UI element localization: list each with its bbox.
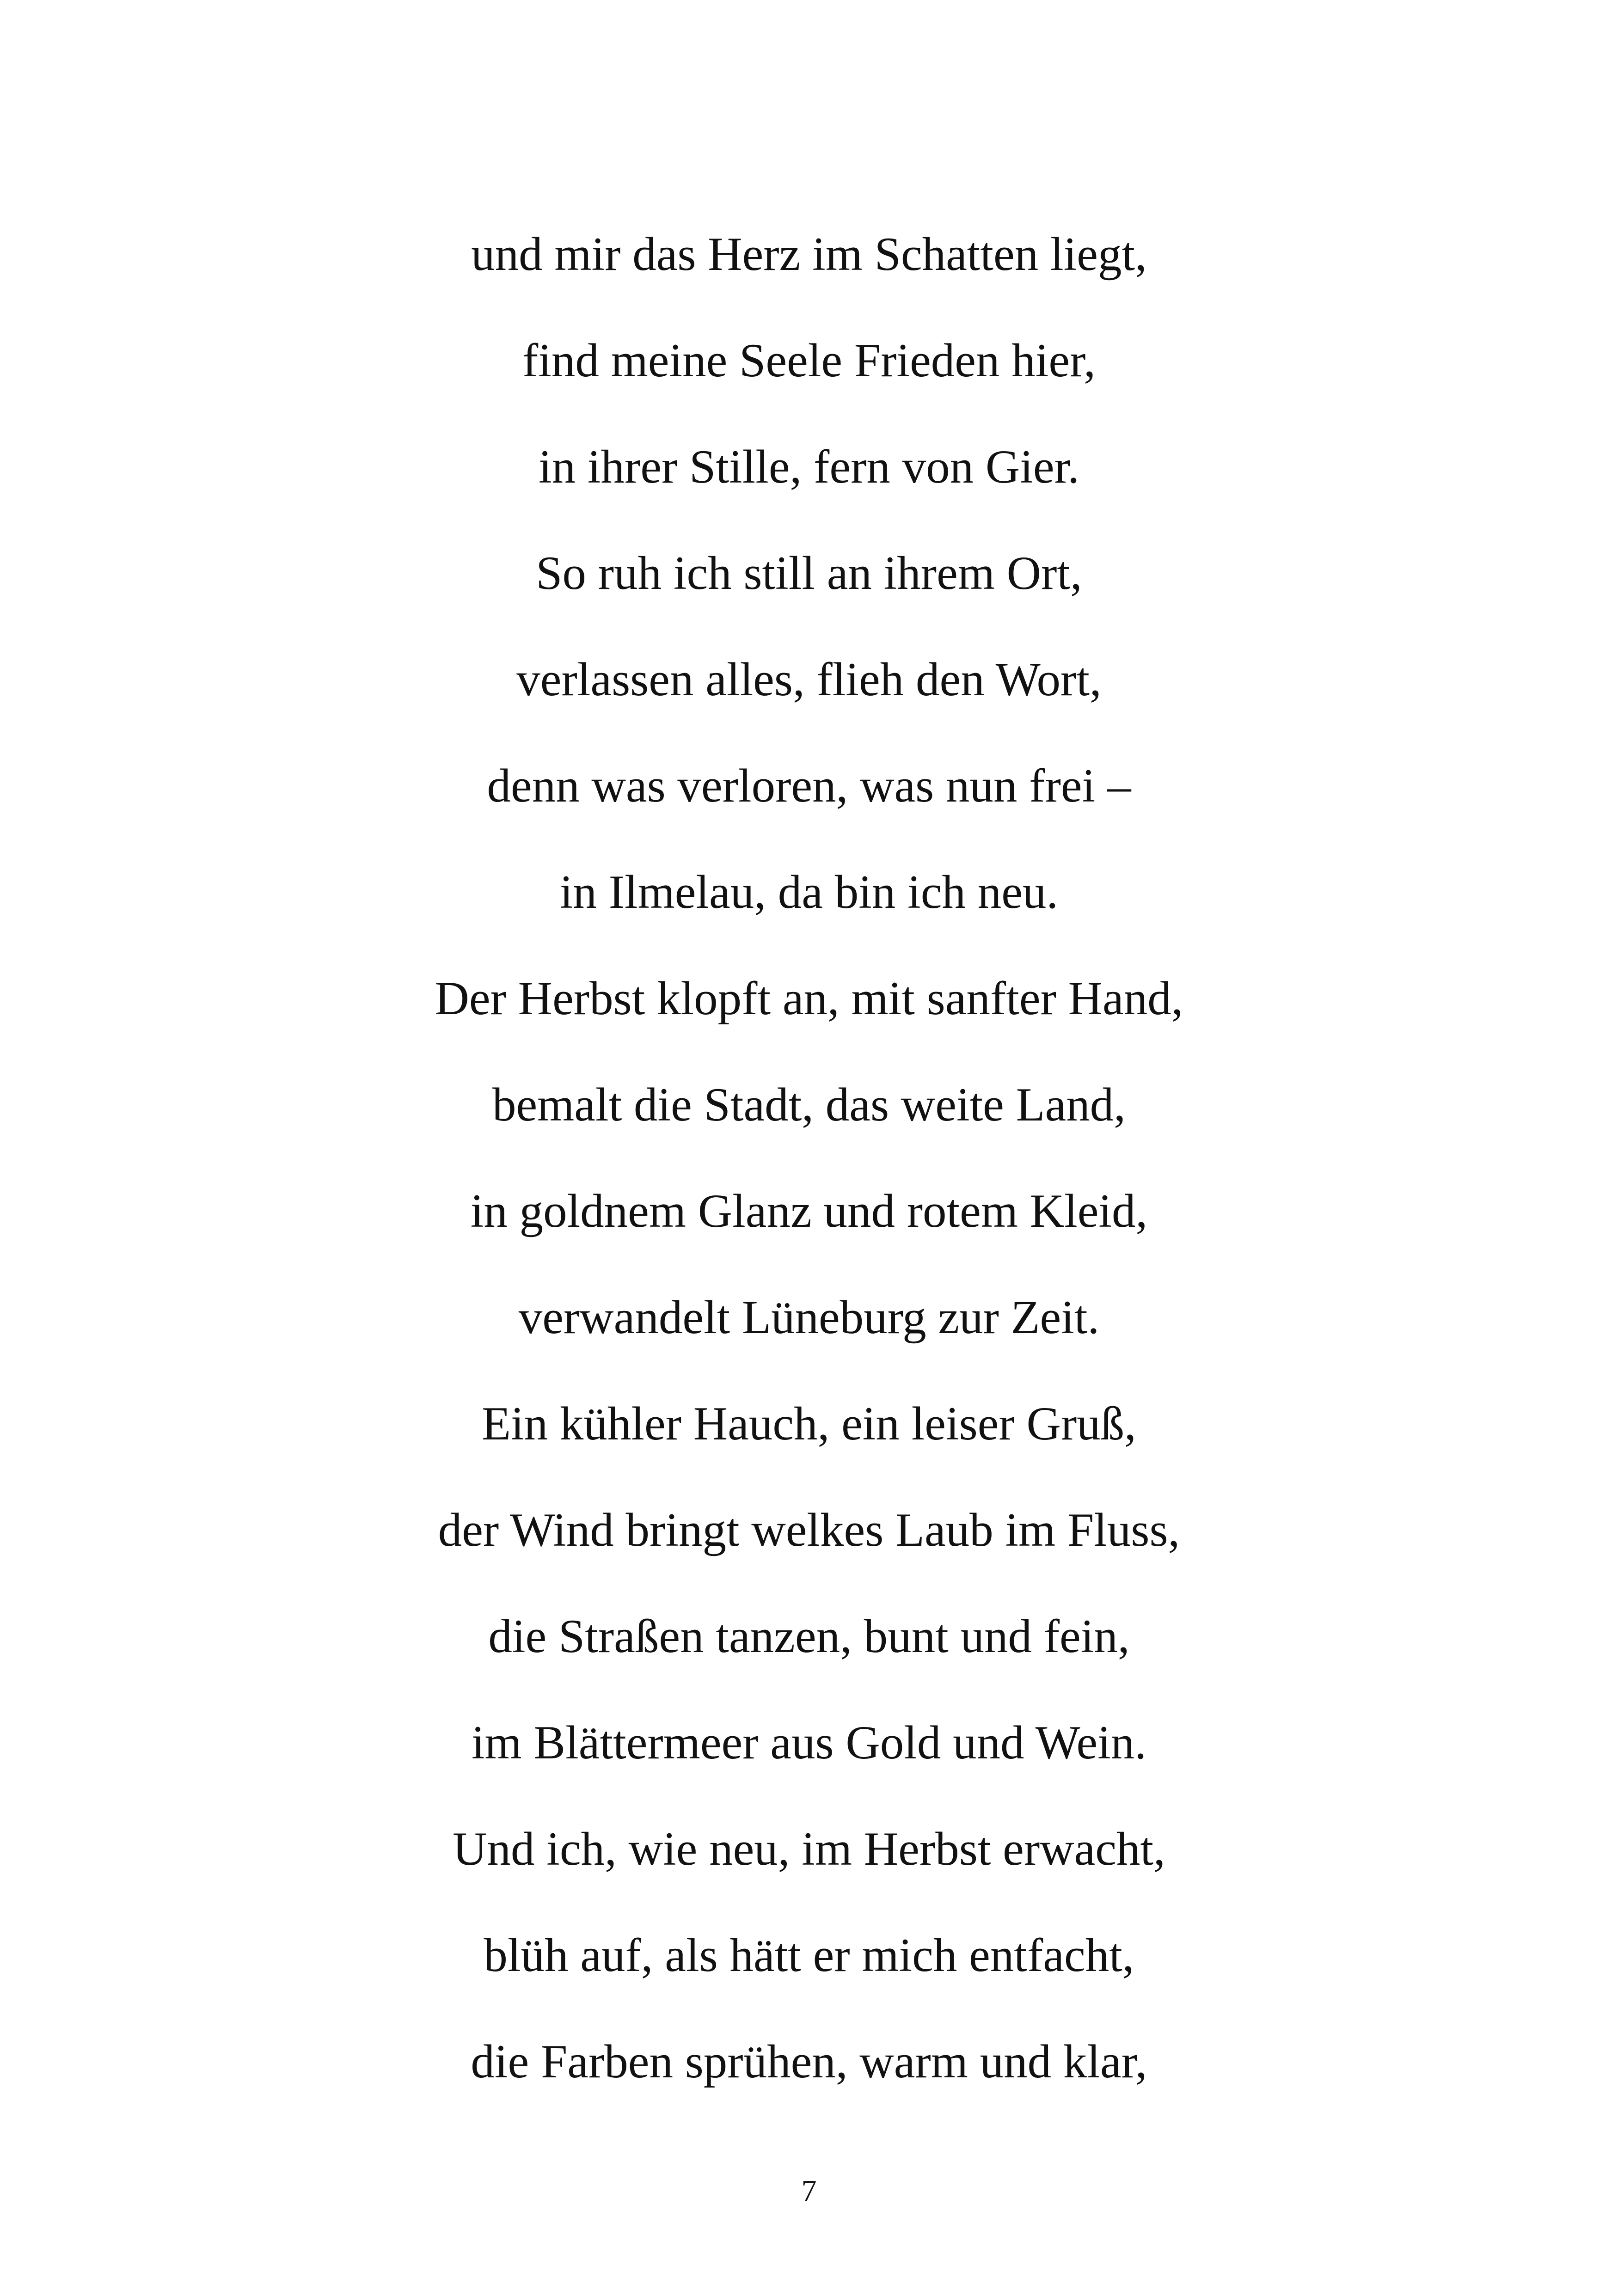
poem-line: die Farben sprühen, warm und klar,: [471, 2035, 1147, 2088]
poem-line: verlassen alles, flieh den Wort,: [516, 653, 1102, 706]
poem-line: die Straßen tanzen, bunt und fein,: [488, 1610, 1130, 1663]
poem-line: So ruh ich still an ihrem Ort,: [536, 547, 1082, 600]
poem-line: bemalt die Stadt, das weite Land,: [492, 1078, 1126, 1131]
poem-line: denn was verloren, was nun frei –: [487, 759, 1131, 812]
poem-line: blüh auf, als hätt er mich entfacht,: [484, 1929, 1134, 1982]
poem-line: Der Herbst klopft an, mit sanfter Hand,: [435, 972, 1183, 1025]
poem-line: find meine Seele Frieden hier,: [522, 334, 1096, 387]
poem-line: in Ilmelau, da bin ich neu.: [559, 866, 1059, 918]
page-number: 7: [801, 2174, 817, 2208]
poem-line: im Blättermeer aus Gold und Wein.: [471, 1716, 1147, 1769]
poem-line: in goldnem Glanz und rotem Kleid,: [470, 1185, 1148, 1237]
poem-line: der Wind bringt welkes Laub im Fluss,: [438, 1504, 1180, 1556]
poem-line: und mir das Herz im Schatten liegt,: [471, 228, 1147, 281]
poem-line: verwandelt Lüneburg zur Zeit.: [518, 1291, 1100, 1344]
poem-line: Ein kühler Hauch, ein leiser Gruß,: [482, 1397, 1136, 1450]
poem-line: Und ich, wie neu, im Herbst erwacht,: [453, 1823, 1165, 1875]
poem-line: in ihrer Stille, fern von Gier.: [539, 441, 1079, 493]
